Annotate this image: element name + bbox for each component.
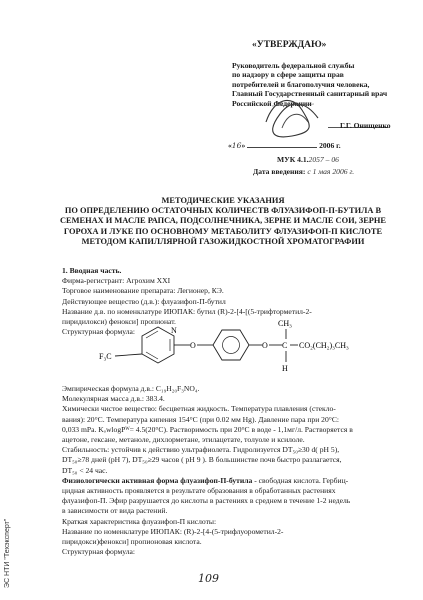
stability-text: DT₅₀ < 24 час. (62, 465, 108, 475)
nitrogen-label: N (171, 326, 177, 335)
acid-heading: Краткая характеристика флуазифоп-П кислоты: (62, 516, 217, 526)
iupac-line: пиридилокси) фенокси] пропионат. (62, 317, 176, 327)
molecular-mass: Молекулярная масса д.в.: 383.4. (62, 394, 165, 404)
approver-line: Руководитель федеральной службы (232, 61, 355, 70)
physiology-rest: - свободная кислота. Гербиц- (252, 475, 349, 485)
approver-line: Российской Федерации (232, 98, 312, 108)
acid-structure-label: Структурная формула: (62, 547, 136, 557)
side-watermark (4, 478, 18, 588)
signatory-name: Г.Г. Онищенко (340, 121, 391, 130)
physiology-bold: Физиологически активная форма флуазифоп-П-бутила (62, 475, 253, 485)
oxygen-label: O (190, 341, 196, 350)
structural-formula (72, 318, 372, 380)
empirical-formula: Эмпирическая формула д.в.: C₁₉H₂₀F₃NO₄. (62, 384, 200, 393)
structure-label: Структурная формула: (62, 327, 136, 337)
hydrogen-label: H (282, 364, 288, 373)
registrant-line: Фирма-регистрант: Агрохим XXI (62, 276, 171, 286)
title-line: СЕМЕНАХ И МАСЛЕ РАПСА, ПОДСОЛНЕЧНИКА, ЗЕРНЕ И МАСЛЕ СОИ, ЗЕРНЕ (59, 216, 387, 226)
introduction-date (253, 167, 354, 176)
pyridine-ring (142, 327, 174, 363)
chem-text: ацетоне, гексане, метаноле, дихлорметане, этилацетате, толуоле и ксилоле. (62, 435, 305, 445)
oxygen-label: O (262, 341, 268, 350)
date-year: 2006 г. (319, 141, 341, 150)
stability-text: Стабильность: устойчив к действию ультрафиолета. Гидролизуется DT₅₀≥30 d( pH 5), (62, 445, 340, 455)
acid-iupac: Название по номенклатуре ИЮПАК: (R)-2-[4-(5-трифлуорометил-2- (62, 526, 284, 536)
signature-stamp (262, 92, 324, 142)
approver-block (232, 61, 417, 108)
date-quote-open: « (228, 141, 232, 150)
date-day: 16 (231, 141, 242, 150)
active-substance-line: Действующее вещество (д.в.): флуазифоп-П-бутил (62, 296, 226, 306)
methyl-label: CH₃ (278, 319, 292, 328)
trifluoromethyl-label: F₃C (99, 352, 112, 361)
trade-name-line: Торговое наименование препарата: Легионер, КЭ. (62, 286, 224, 296)
chem-text: вания): 20°C. Температура кипения 154°C (при 0.02 мм Hg). Давление пара при 20°C: (62, 414, 339, 424)
title-line: ПО ОПРЕДЕЛЕНИЮ ОСТАТОЧНЫХ КОЛИЧЕСТВ ФЛУАЗИФОП-П-БУТИЛА В (64, 206, 382, 216)
date-quote-close: » (241, 141, 246, 150)
side-watermark-text: ЭС НТИ "Техэксперт" (4, 518, 11, 588)
physiology-text (62, 476, 402, 486)
iupac-line: Название д.в. по номенклатуре ИЮПАК: бутил (R)-2-[4-[(5-трифторметил-2- (62, 306, 312, 316)
approver-line: по надзору в сфере защиты прав (232, 70, 344, 80)
approval-date (228, 139, 341, 150)
title-line: МЕТОДИЧЕСКИЕ УКАЗАНИЯ (161, 196, 285, 205)
title-line: ГОРОХА И ЛУКЕ ПО ОСНОВНОМУ МЕТАБОЛИТУ ФЛУАЗИФОП-П КИСЛОТЕ (63, 226, 383, 236)
document-title (48, 196, 398, 247)
intro-label: Дата введения: (253, 167, 306, 176)
title-line: МЕТОДОМ КАПИЛЛЯРНОЙ ГАЗОЖИДКОСТНОЙ ХРОМАТОГРАФИИ (81, 236, 365, 246)
approver-line: Главный Государственный санитарный врач (232, 89, 388, 99)
benzene-ring (213, 330, 249, 360)
acid-iupac: пиридокси)фенокси] пропионовая кислота. (62, 537, 202, 547)
properties-section (62, 384, 402, 557)
physiology-text: в зависимости от вида растений. (62, 506, 168, 516)
intro-handwritten: с 1 мая 2006 г. (307, 167, 355, 176)
muk-label: МУК 4.1. (277, 155, 309, 164)
chem-text: 0,033 mPa. KₒwlogPᵂ= 4.5(20°C). Растворимость при 20°C в воде - 1,1мг/л. Растворяется в (62, 424, 353, 434)
stability-text: DT₅₀≥78 дней (pH 7), DT₅₀≥29 часов ( pH 9 ). В большинстве почв быстро разлагается, (62, 455, 342, 465)
carbon-label: C (282, 341, 288, 350)
chem-text: Химически чистое вещество: бесцветная жидкость. Температура плавления (стекло- (62, 404, 336, 414)
physiology-text: флуазифоп-П. Эфир разрушается до кислоты в растениях в среднем в течение 1-2 недель (62, 496, 351, 506)
muk-handwritten: 2057 – 06 (308, 155, 339, 164)
date-month-blank (247, 139, 317, 148)
physiology-text: цидная активность проявляется в результате образования в обработанных растениях (62, 486, 336, 496)
ester-label: CO₂(CH₂)₃CH₃ (299, 341, 349, 350)
page-number: 109 (198, 572, 219, 585)
approval-heading: «УТВЕРЖДАЮ» (252, 40, 327, 50)
muk-number (277, 155, 339, 164)
approver-line: потребителей и благополучия человека, (232, 79, 370, 89)
section-heading: 1. Вводная часть. (62, 266, 122, 275)
